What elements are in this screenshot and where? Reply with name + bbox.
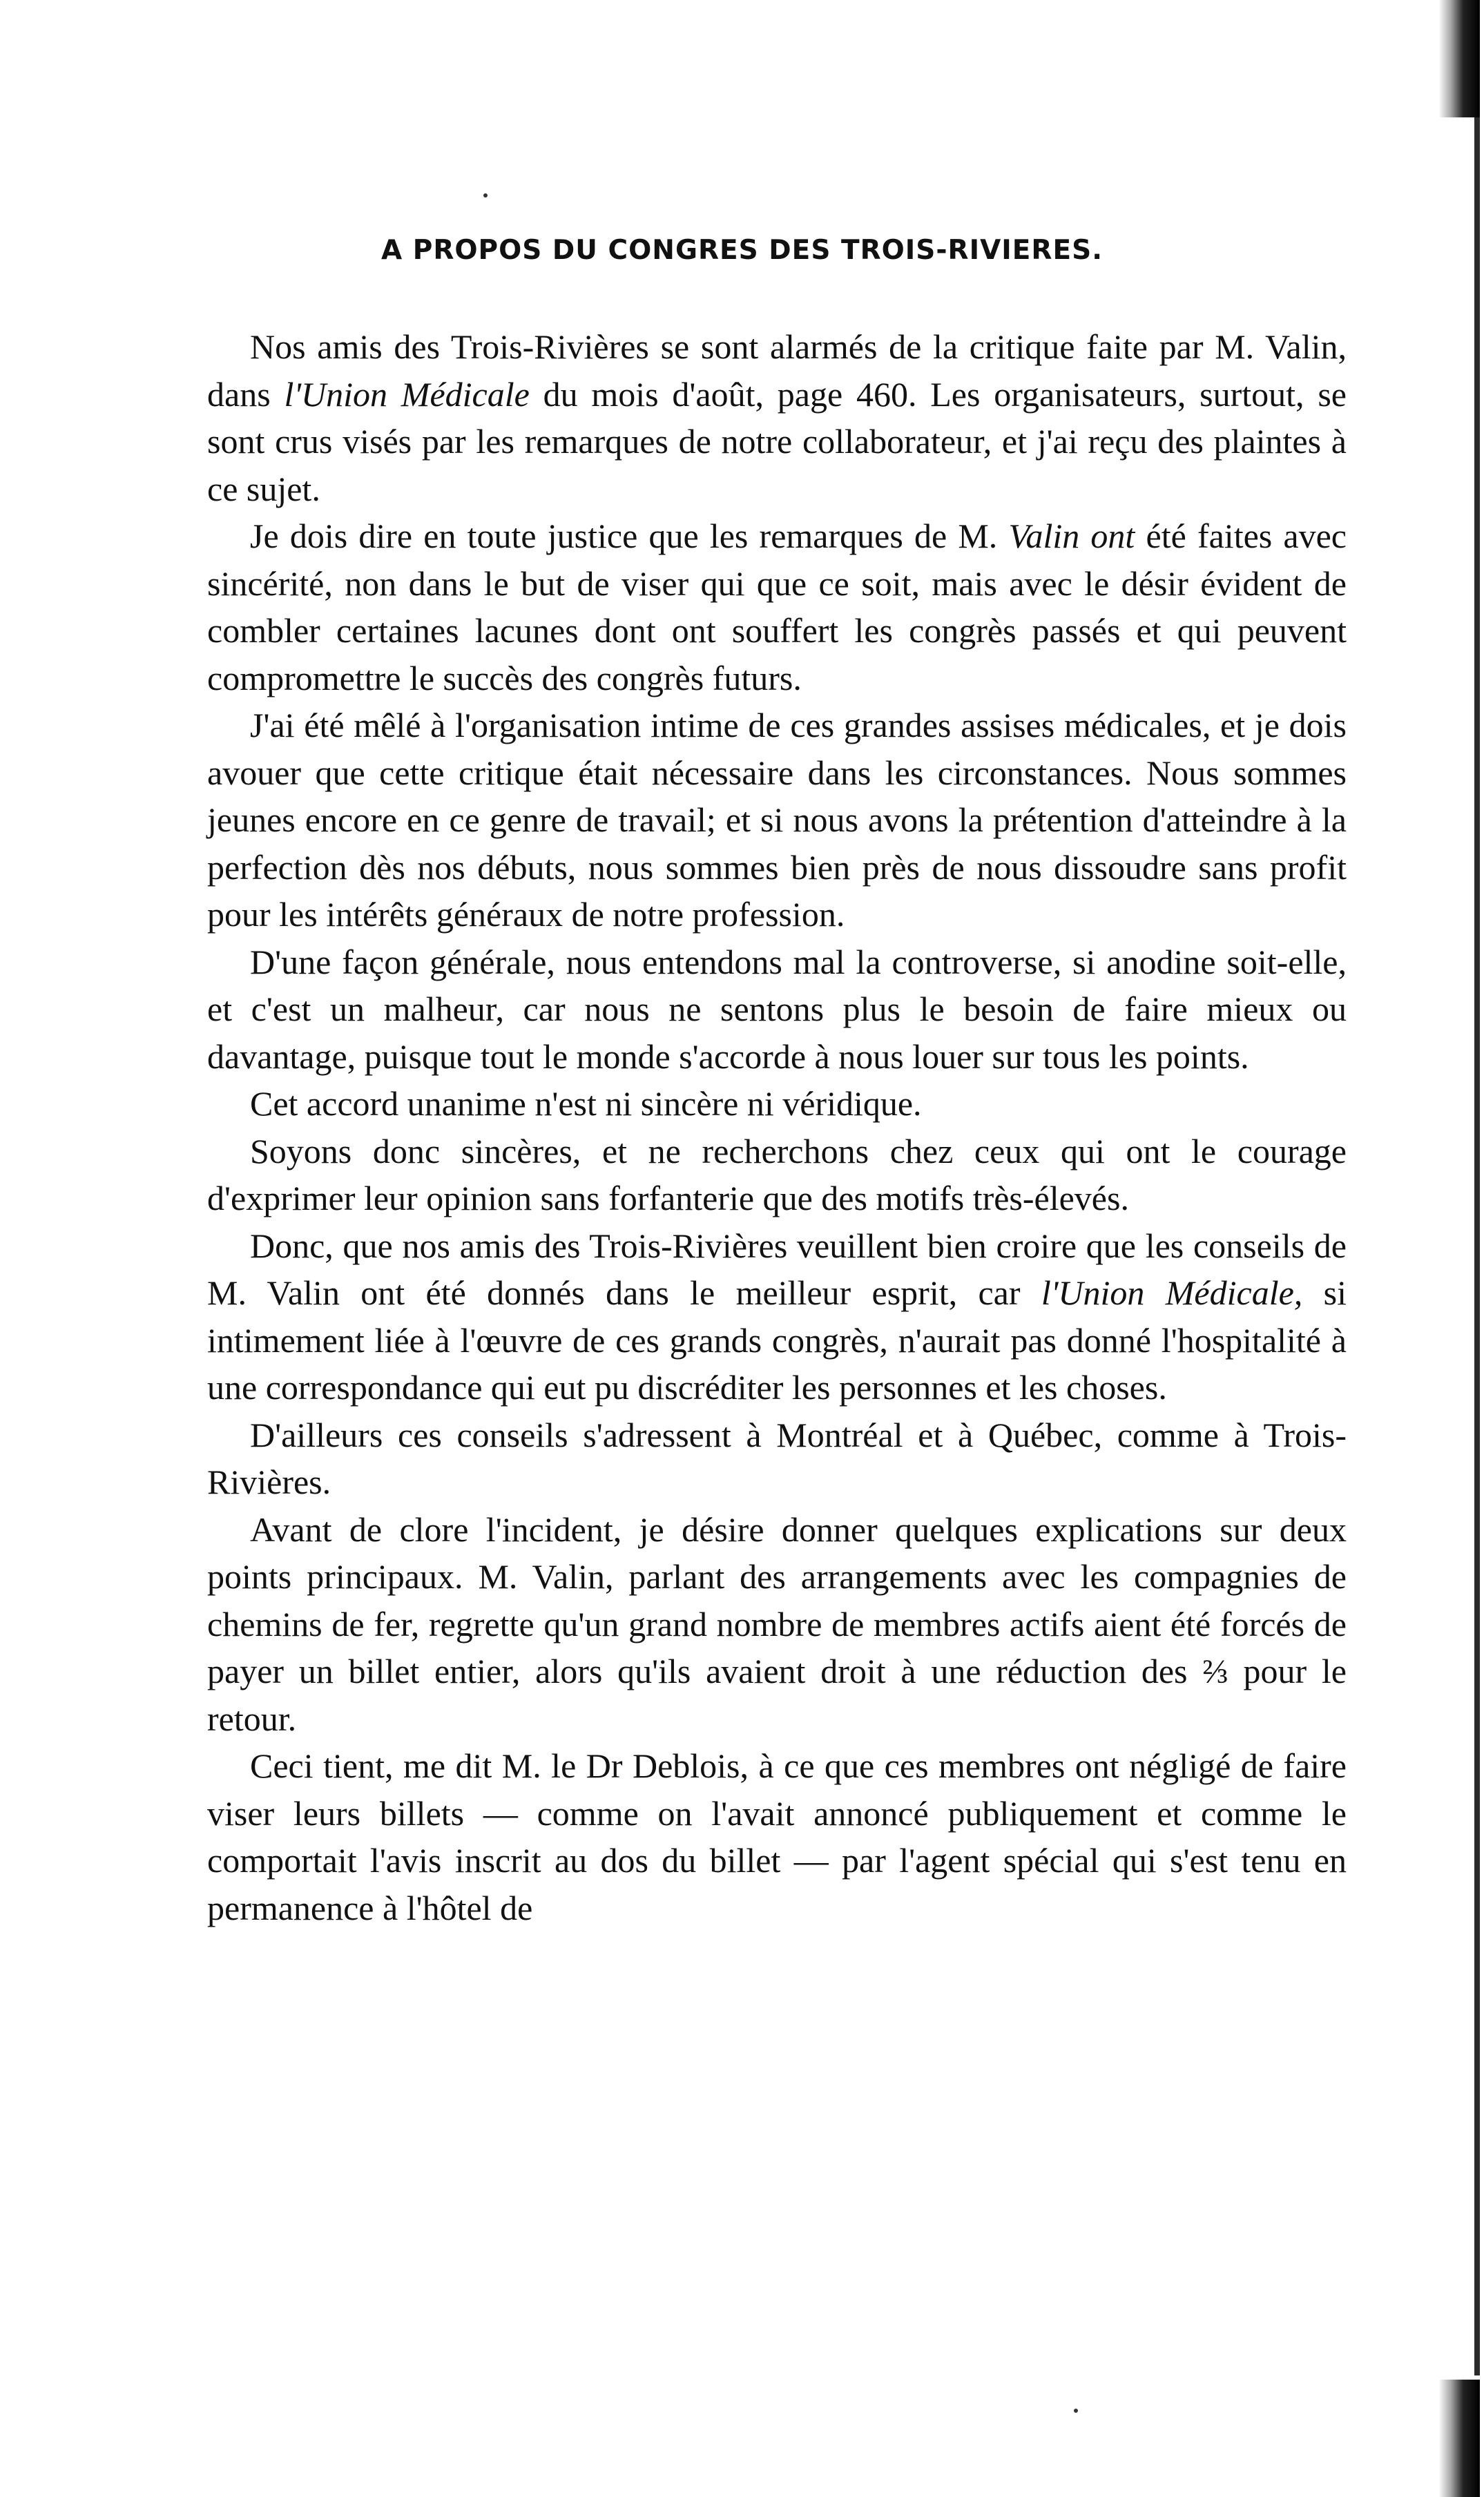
text-run: été faites avec sincérité, non dans le but de viser qui que ce soit, mais avec le désir évident de combler certaines lacunes dont ont souffert les congrès passés et qui peuvent compromettre le succès des congrès futurs.: [207, 517, 1347, 697]
text-run: du mois d'août, page 460. Les organisateurs, surtout, se sont crus visés par les remarques de notre collaborateur, et j'ai reçu des plaintes à ce sujet.: [207, 374, 1347, 508]
paragraph: [207, 323, 1347, 512]
paragraph: [207, 512, 1347, 702]
text-run: Ceci tient, me dit M. le Dr Deblois, à ce que ces membres ont négligé de faire viser leurs billets — comme on l'avait annoncé publiquement et comme le comportait l'avis inscrit au dos du billet — par l'agent spécial qui s'est tenu en permanence à l'hôtel de: [207, 1746, 1347, 1927]
text-run: J'ai été mêlé à l'organisation intime de ces grandes assises médicales, et je dois avouer que cette critique était nécessaire dans les circonstances. Nous sommes jeunes encore en ce genre de travail; et si nous avons la prétention d'atteindre à la perfection dès nos débuts, nous sommes bien près de nous dissoudre sans profit pour les intérêts généraux de notre profession.: [207, 706, 1347, 934]
scan-speck: [1074, 2409, 1078, 2413]
paragraph: [207, 938, 1347, 1081]
article-body: [207, 323, 1347, 1931]
paragraph: [207, 702, 1347, 938]
paragraph: [207, 1128, 1347, 1222]
text-run: Donc, que nos amis des Trois-Rivières veuillent bien croire que les conseils de M. Valin ont été donnés dans le meilleur esprit, car: [207, 1226, 1347, 1312]
paragraph: [207, 1222, 1347, 1411]
paragraph: [207, 1742, 1347, 1931]
text-run: Soyons donc sincères, et ne recherchons chez ceux qui ont le courage d'exprimer leur opinion sans forfanterie que des motifs très-élevés.: [207, 1131, 1347, 1217]
page-title: A PROPOS DU CONGRES DES TROIS-RIVIERES.: [380, 235, 1104, 266]
scan-edge-line: [1474, 117, 1480, 2375]
scan-speck: [483, 193, 488, 197]
text-run: Cet accord unanime n'est ni sincère ni véridique.: [250, 1084, 922, 1123]
text-run: D'ailleurs ces conseils s'adressent à Montréal et à Québec, comme à Trois-Rivières.: [207, 1415, 1347, 1501]
paragraph: [207, 1080, 1347, 1128]
italic-text-run: l'Union Médicale: [284, 374, 530, 414]
text-run: D'une façon générale, nous entendons mal la controverse, si anodine soit-elle, et c'est un malheur, car nous ne sentons plus le besoin de faire mieux ou davantage, puisque tout le monde s'accorde à nous louer sur tous les points.: [207, 942, 1347, 1076]
italic-text-run: Valin ont: [1008, 517, 1135, 555]
text-run: si intimement liée à l'œuvre de ces grands congrès, n'aurait pas donné l'hospitalité à une correspondance qui eut pu discréditer les personnes et les choses.: [207, 1273, 1347, 1407]
italic-text-run: l'Union Médicale,: [1041, 1273, 1303, 1312]
text-run: Avant de clore l'incident, je désire donner quelques explications sur deux points principaux. M. Valin, parlant des arrangements avec les compagnies de chemins de fer, regrette qu'un grand nombre de membres actifs aient été forcés de payer un billet entier, alors qu'ils avaient droit à une réduction des ⅔ pour le retour.: [207, 1510, 1347, 1738]
scan-edge-shadow-top: [1438, 0, 1480, 117]
paragraph: [207, 1411, 1347, 1506]
paragraph: [207, 1506, 1347, 1743]
text-run: Je dois dire en toute justice que les remarques de M.: [250, 517, 1009, 555]
text-run: Nos amis des Trois-Rivières se sont alarmés de la critique faite par M. Valin, dans: [207, 327, 1347, 414]
scan-edge-shadow-bottom: [1438, 2380, 1480, 2497]
